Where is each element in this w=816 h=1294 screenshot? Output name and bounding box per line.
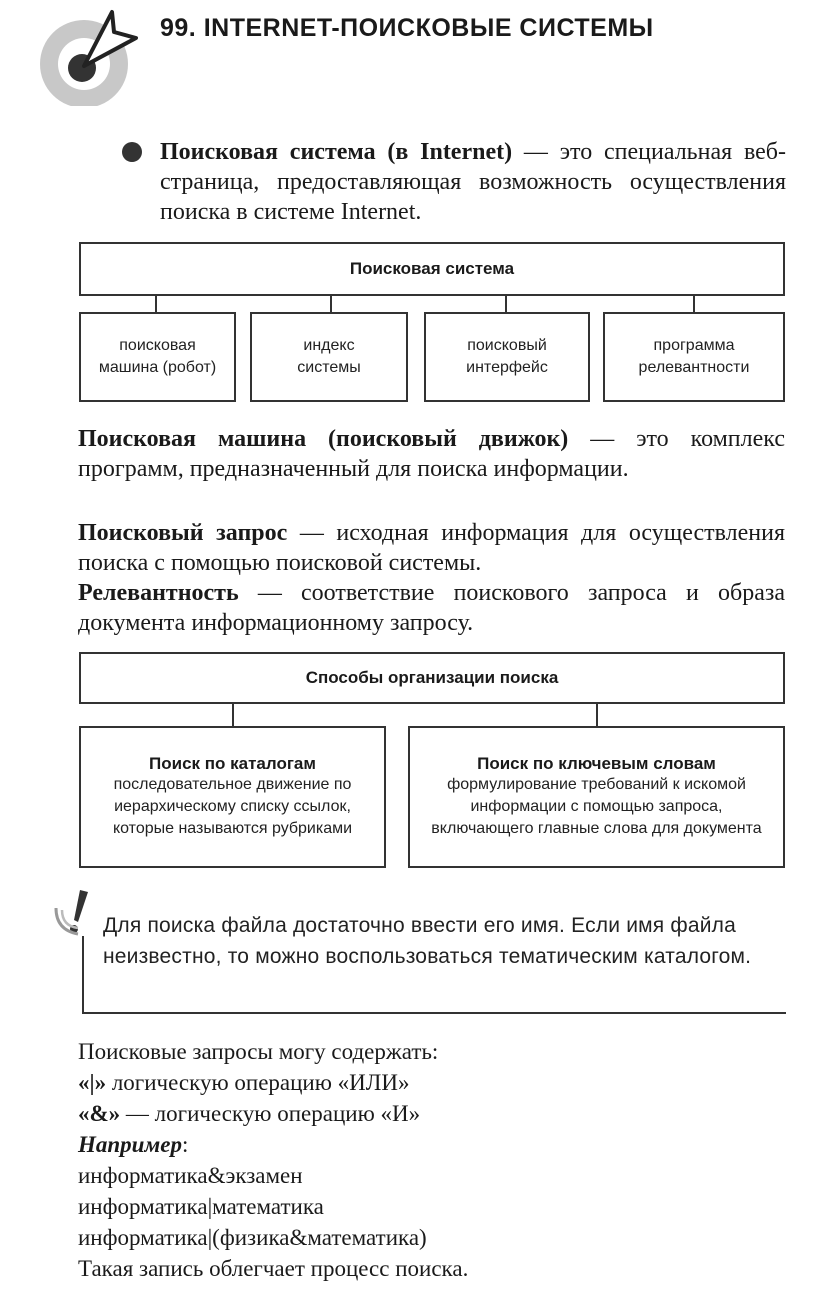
- closing-line: Такая запись облегчает процесс поиска.: [78, 1256, 469, 1281]
- example-1: информатика&экзамен: [78, 1163, 303, 1188]
- catalog-text: последовательное движение по иерархическому списку ссылок, которые называются рубриками: [112, 776, 353, 837]
- definition-search-query: Поисковый запрос — исходная информация для осуществления поиска с помощью поисковой системы.: [78, 520, 786, 576]
- exclamation-icon: [50, 886, 96, 938]
- diagram1-header: Поисковая система: [79, 242, 785, 296]
- example-2: информатика|математика: [78, 1194, 324, 1219]
- and-symbol: «&»: [78, 1101, 121, 1126]
- or-operator-line: «|» логическую операцию «ИЛИ»: [78, 1070, 410, 1095]
- intro-text: — это специальная веб-страница, предоставляющая возможность осуществления поиска в системе Internet.: [160, 139, 786, 225]
- definition-search-engine: Поисковая машина (поисковый движок) — это комплекс программ, предназначенный для поиска информации.: [78, 426, 785, 482]
- and-operator-line: «&» — логическую операцию «И»: [78, 1101, 421, 1126]
- intro-paragraph: [160, 137, 786, 227]
- diagram1-item-index: индекс системы: [250, 312, 408, 402]
- example-label: Например:: [78, 1132, 189, 1157]
- diagram2-keyword-box: [408, 726, 785, 868]
- bullet-icon: [122, 142, 142, 162]
- page-title: 99. INTERNET-ПОИСКОВЫЕ СИСТЕМЫ: [160, 14, 654, 42]
- or-symbol: «|»: [78, 1070, 107, 1095]
- note-text: Для поиска файла достаточно ввести его имя. Если имя файла неизвестно, то можно воспользоваться тематическим каталогом.: [103, 914, 752, 968]
- diagram2-catalog-box: [79, 726, 386, 868]
- diagram1-item-robot: поисковая машина (робот): [79, 312, 236, 402]
- diagram2-header: Способы организации поиска: [79, 652, 785, 704]
- diagram1-item-interface: поисковый интерфейс: [424, 312, 590, 402]
- keyword-title: Поиск по ключевым словам: [477, 754, 716, 773]
- keyword-text: формулирование требований к искомой информации с помощью запроса, включающего главные слова для документа: [431, 776, 762, 837]
- queries-intro: Поисковые запросы могу содержать:: [78, 1039, 439, 1064]
- example-3: информатика|(физика&математика): [78, 1225, 427, 1250]
- definition-relevance: Релевантность — соответствие поискового запроса и образа документа информационному запросу.: [78, 580, 785, 636]
- intro-term: Поисковая система (в Internet): [160, 139, 513, 165]
- target-arrow-icon: [34, 6, 144, 106]
- catalog-title: Поиск по каталогам: [149, 754, 316, 773]
- diagram1-item-relevance: программа релевантности: [603, 312, 785, 402]
